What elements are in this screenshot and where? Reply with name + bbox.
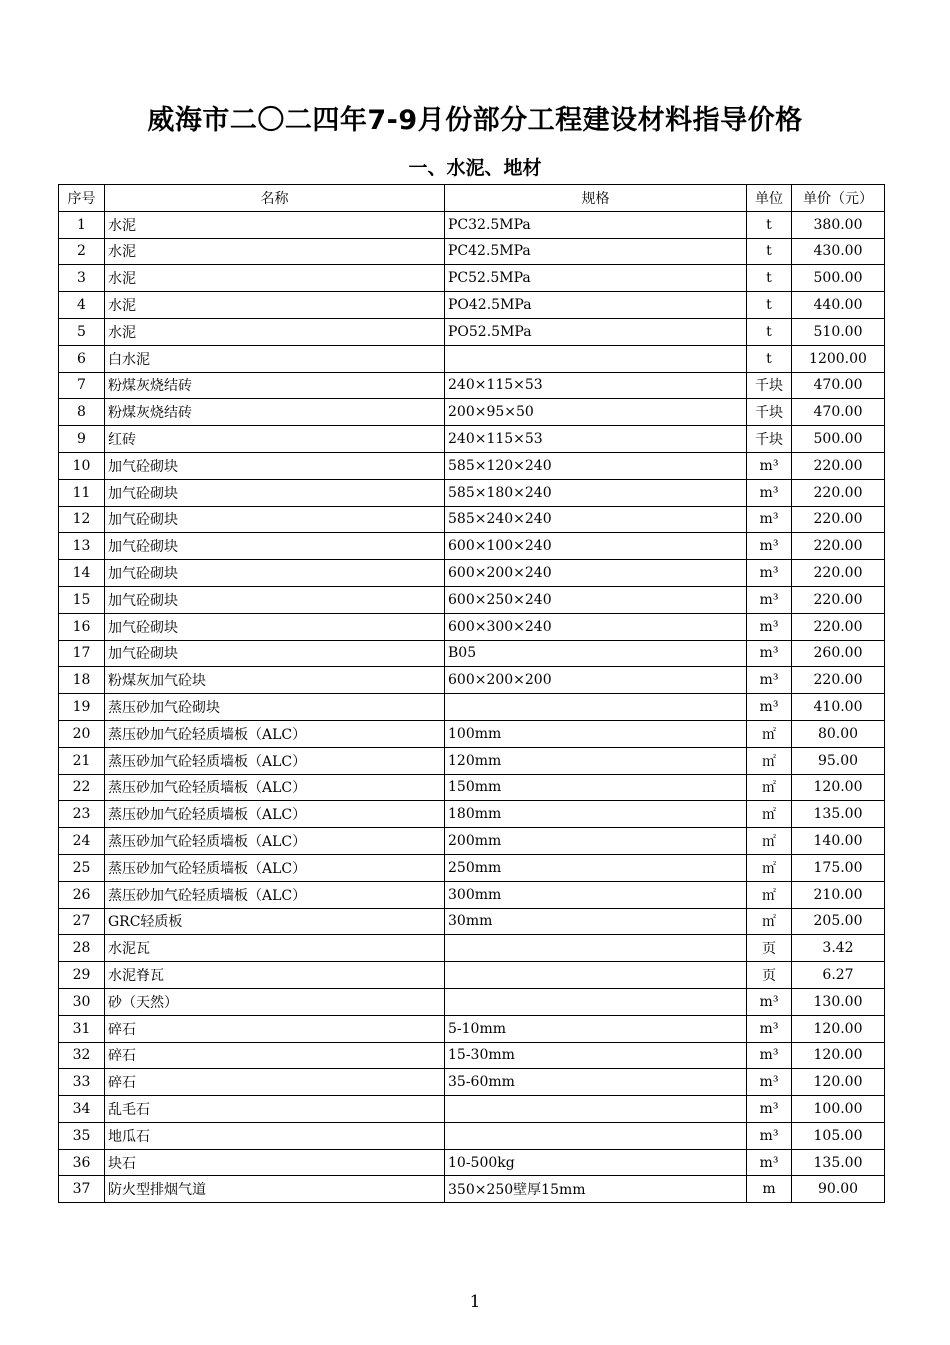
cell-spec: PO42.5MPa: [445, 292, 747, 319]
table-row: [59, 560, 885, 587]
table-row: [59, 265, 885, 292]
table-row: [59, 211, 885, 238]
cell-no: 31: [59, 1015, 105, 1042]
cell-unit: t: [747, 345, 792, 372]
cell-name: 蒸压砂加气砼砌块: [105, 694, 445, 721]
cell-no: 21: [59, 747, 105, 774]
cell-spec: 350×250壁厚15mm: [445, 1176, 747, 1203]
cell-name: 加气砼砌块: [105, 533, 445, 560]
cell-no: 22: [59, 774, 105, 801]
table-body: [59, 211, 885, 1202]
cell-name: 水泥: [105, 238, 445, 265]
cell-no: 27: [59, 908, 105, 935]
cell-price: 470.00: [792, 372, 885, 399]
cell-unit: m³: [747, 640, 792, 667]
cell-unit: ㎡: [747, 774, 792, 801]
cell-spec: 585×120×240: [445, 452, 747, 479]
cell-price: 430.00: [792, 238, 885, 265]
cell-spec: PC32.5MPa: [445, 211, 747, 238]
cell-spec: 100mm: [445, 720, 747, 747]
cell-spec: 600×200×200: [445, 667, 747, 694]
cell-spec: 35-60mm: [445, 1069, 747, 1096]
cell-no: 4: [59, 292, 105, 319]
cell-price: 260.00: [792, 640, 885, 667]
table-row: [59, 962, 885, 989]
table-row: [59, 1096, 885, 1123]
cell-spec: 600×300×240: [445, 613, 747, 640]
cell-price: 120.00: [792, 1015, 885, 1042]
cell-name: 水泥: [105, 318, 445, 345]
cell-name: 加气砼砌块: [105, 506, 445, 533]
table-row: [59, 613, 885, 640]
cell-spec: [445, 694, 747, 721]
cell-unit: m³: [747, 1069, 792, 1096]
cell-name: 碎石: [105, 1015, 445, 1042]
table-row: [59, 586, 885, 613]
cell-price: 100.00: [792, 1096, 885, 1123]
cell-name: 碎石: [105, 1069, 445, 1096]
header-price: 单价（元）: [792, 185, 885, 212]
cell-no: 35: [59, 1122, 105, 1149]
cell-no: 18: [59, 667, 105, 694]
table-row: [59, 1122, 885, 1149]
cell-no: 24: [59, 828, 105, 855]
cell-no: 23: [59, 801, 105, 828]
table-row: [59, 506, 885, 533]
cell-name: 蒸压砂加气砼轻质墙板（ALC）: [105, 801, 445, 828]
cell-unit: m³: [747, 1042, 792, 1069]
cell-unit: m: [747, 1176, 792, 1203]
cell-price: 210.00: [792, 881, 885, 908]
cell-unit: m³: [747, 560, 792, 587]
cell-unit: m³: [747, 988, 792, 1015]
cell-no: 25: [59, 854, 105, 881]
cell-unit: t: [747, 238, 792, 265]
cell-price: 120.00: [792, 1042, 885, 1069]
cell-price: 220.00: [792, 452, 885, 479]
cell-unit: ㎡: [747, 747, 792, 774]
cell-spec: 30mm: [445, 908, 747, 935]
cell-price: 380.00: [792, 211, 885, 238]
cell-price: 135.00: [792, 1149, 885, 1176]
cell-name: 蒸压砂加气砼轻质墙板（ALC）: [105, 774, 445, 801]
cell-price: 220.00: [792, 560, 885, 587]
cell-spec: [445, 345, 747, 372]
cell-no: 2: [59, 238, 105, 265]
cell-price: 220.00: [792, 586, 885, 613]
cell-unit: t: [747, 318, 792, 345]
cell-unit: t: [747, 211, 792, 238]
cell-no: 8: [59, 399, 105, 426]
cell-no: 9: [59, 426, 105, 453]
cell-price: 220.00: [792, 533, 885, 560]
cell-price: 440.00: [792, 292, 885, 319]
cell-spec: 585×180×240: [445, 479, 747, 506]
cell-no: 14: [59, 560, 105, 587]
cell-name: 乱毛石: [105, 1096, 445, 1123]
table-header-row: [59, 185, 885, 212]
cell-name: 白水泥: [105, 345, 445, 372]
cell-price: 220.00: [792, 479, 885, 506]
table-row: [59, 533, 885, 560]
cell-price: 90.00: [792, 1176, 885, 1203]
cell-name: 水泥: [105, 211, 445, 238]
cell-price: 410.00: [792, 694, 885, 721]
cell-price: 130.00: [792, 988, 885, 1015]
table-row: [59, 345, 885, 372]
cell-unit: ㎡: [747, 720, 792, 747]
table-row: [59, 399, 885, 426]
table-row: [59, 908, 885, 935]
cell-name: 蒸压砂加气砼轻质墙板（ALC）: [105, 747, 445, 774]
cell-price: 220.00: [792, 613, 885, 640]
cell-spec: [445, 962, 747, 989]
cell-no: 13: [59, 533, 105, 560]
table-row: [59, 854, 885, 881]
table-row: [59, 426, 885, 453]
cell-no: 12: [59, 506, 105, 533]
cell-unit: m³: [747, 1096, 792, 1123]
table-row: [59, 774, 885, 801]
table-row: [59, 988, 885, 1015]
table-row: [59, 1069, 885, 1096]
cell-spec: 10-500kg: [445, 1149, 747, 1176]
cell-no: 10: [59, 452, 105, 479]
cell-unit: ㎡: [747, 908, 792, 935]
cell-spec: [445, 935, 747, 962]
cell-name: 粉煤灰烧结砖: [105, 372, 445, 399]
cell-name: 加气砼砌块: [105, 452, 445, 479]
cell-unit: m³: [747, 533, 792, 560]
cell-spec: [445, 1096, 747, 1123]
cell-spec: PO52.5MPa: [445, 318, 747, 345]
cell-spec: PC42.5MPa: [445, 238, 747, 265]
table-row: [59, 881, 885, 908]
table-row: [59, 1015, 885, 1042]
cell-name: 加气砼砌块: [105, 560, 445, 587]
cell-unit: m³: [747, 452, 792, 479]
cell-name: 粉煤灰加气砼块: [105, 667, 445, 694]
cell-unit: 千块: [747, 399, 792, 426]
cell-spec: 585×240×240: [445, 506, 747, 533]
cell-no: 32: [59, 1042, 105, 1069]
cell-no: 20: [59, 720, 105, 747]
cell-name: 水泥瓦: [105, 935, 445, 962]
cell-price: 1200.00: [792, 345, 885, 372]
table-row: [59, 1149, 885, 1176]
header-spec: 规格: [445, 185, 747, 212]
table-row: [59, 292, 885, 319]
table-row: [59, 372, 885, 399]
header-unit: 单位: [747, 185, 792, 212]
cell-name: 砂（天然）: [105, 988, 445, 1015]
cell-price: 140.00: [792, 828, 885, 855]
cell-price: 220.00: [792, 506, 885, 533]
cell-unit: m³: [747, 667, 792, 694]
table-row: [59, 828, 885, 855]
cell-unit: ㎡: [747, 881, 792, 908]
cell-price: 120.00: [792, 774, 885, 801]
cell-name: 水泥: [105, 265, 445, 292]
cell-spec: 200mm: [445, 828, 747, 855]
cell-name: 红砖: [105, 426, 445, 453]
cell-spec: 150mm: [445, 774, 747, 801]
cell-price: 3.42: [792, 935, 885, 962]
cell-unit: m³: [747, 1122, 792, 1149]
table-row: [59, 238, 885, 265]
cell-spec: B05: [445, 640, 747, 667]
cell-no: 1: [59, 211, 105, 238]
cell-spec: PC52.5MPa: [445, 265, 747, 292]
cell-spec: [445, 1122, 747, 1149]
cell-name: 蒸压砂加气砼轻质墙板（ALC）: [105, 720, 445, 747]
cell-no: 19: [59, 694, 105, 721]
header-name: 名称: [105, 185, 445, 212]
cell-price: 175.00: [792, 854, 885, 881]
cell-spec: 300mm: [445, 881, 747, 908]
table-row: [59, 1042, 885, 1069]
cell-price: 95.00: [792, 747, 885, 774]
cell-spec: 600×200×240: [445, 560, 747, 587]
cell-unit: m³: [747, 1015, 792, 1042]
price-table: [58, 184, 885, 1203]
table-row: [59, 667, 885, 694]
cell-unit: 千块: [747, 372, 792, 399]
cell-unit: m³: [747, 694, 792, 721]
cell-name: 蒸压砂加气砼轻质墙板（ALC）: [105, 828, 445, 855]
cell-unit: 千块: [747, 426, 792, 453]
header-no: 序号: [59, 185, 105, 212]
cell-price: 105.00: [792, 1122, 885, 1149]
cell-unit: m³: [747, 613, 792, 640]
table-row: [59, 318, 885, 345]
cell-spec: 15-30mm: [445, 1042, 747, 1069]
cell-no: 28: [59, 935, 105, 962]
cell-spec: 180mm: [445, 801, 747, 828]
cell-no: 37: [59, 1176, 105, 1203]
page-title: 威海市二〇二四年7-9月份部分工程建设材料指导价格: [147, 105, 803, 136]
cell-name: 粉煤灰烧结砖: [105, 399, 445, 426]
cell-name: 块石: [105, 1149, 445, 1176]
cell-spec: 120mm: [445, 747, 747, 774]
cell-unit: ㎡: [747, 828, 792, 855]
cell-name: 加气砼砌块: [105, 640, 445, 667]
cell-no: 26: [59, 881, 105, 908]
cell-no: 34: [59, 1096, 105, 1123]
cell-no: 36: [59, 1149, 105, 1176]
cell-unit: m³: [747, 586, 792, 613]
cell-spec: 250mm: [445, 854, 747, 881]
cell-unit: ㎡: [747, 854, 792, 881]
table-row: [59, 720, 885, 747]
cell-price: 470.00: [792, 399, 885, 426]
cell-unit: ㎡: [747, 801, 792, 828]
table-row: [59, 935, 885, 962]
cell-price: 510.00: [792, 318, 885, 345]
cell-name: 水泥: [105, 292, 445, 319]
cell-spec: 200×95×50: [445, 399, 747, 426]
cell-spec: 240×115×53: [445, 426, 747, 453]
cell-unit: m³: [747, 479, 792, 506]
cell-no: 16: [59, 613, 105, 640]
cell-name: 蒸压砂加气砼轻质墙板（ALC）: [105, 854, 445, 881]
cell-name: 加气砼砌块: [105, 586, 445, 613]
page-number: 1: [469, 1292, 481, 1312]
table-row: [59, 452, 885, 479]
cell-spec: 240×115×53: [445, 372, 747, 399]
cell-spec: 600×100×240: [445, 533, 747, 560]
section-title: 一、水泥、地材: [408, 157, 542, 179]
cell-no: 3: [59, 265, 105, 292]
cell-unit: 页: [747, 962, 792, 989]
cell-name: 防火型排烟气道: [105, 1176, 445, 1203]
cell-no: 5: [59, 318, 105, 345]
cell-spec: [445, 988, 747, 1015]
cell-no: 11: [59, 479, 105, 506]
table-row: [59, 479, 885, 506]
cell-price: 80.00: [792, 720, 885, 747]
cell-price: 205.00: [792, 908, 885, 935]
cell-price: 135.00: [792, 801, 885, 828]
cell-name: 水泥脊瓦: [105, 962, 445, 989]
cell-no: 6: [59, 345, 105, 372]
cell-no: 17: [59, 640, 105, 667]
cell-no: 15: [59, 586, 105, 613]
cell-no: 30: [59, 988, 105, 1015]
table-row: [59, 640, 885, 667]
table-row: [59, 1176, 885, 1203]
cell-name: 蒸压砂加气砼轻质墙板（ALC）: [105, 881, 445, 908]
table-row: [59, 747, 885, 774]
cell-spec: 600×250×240: [445, 586, 747, 613]
cell-price: 500.00: [792, 265, 885, 292]
cell-name: 地瓜石: [105, 1122, 445, 1149]
cell-name: 加气砼砌块: [105, 479, 445, 506]
cell-no: 33: [59, 1069, 105, 1096]
cell-unit: m³: [747, 506, 792, 533]
cell-no: 29: [59, 962, 105, 989]
table-row: [59, 801, 885, 828]
cell-unit: t: [747, 265, 792, 292]
cell-name: GRC轻质板: [105, 908, 445, 935]
cell-name: 加气砼砌块: [105, 613, 445, 640]
cell-price: 220.00: [792, 667, 885, 694]
cell-price: 120.00: [792, 1069, 885, 1096]
cell-unit: 页: [747, 935, 792, 962]
cell-spec: 5-10mm: [445, 1015, 747, 1042]
cell-price: 500.00: [792, 426, 885, 453]
table-row: [59, 694, 885, 721]
cell-unit: t: [747, 292, 792, 319]
cell-no: 7: [59, 372, 105, 399]
cell-unit: m³: [747, 1149, 792, 1176]
cell-name: 碎石: [105, 1042, 445, 1069]
cell-price: 6.27: [792, 962, 885, 989]
